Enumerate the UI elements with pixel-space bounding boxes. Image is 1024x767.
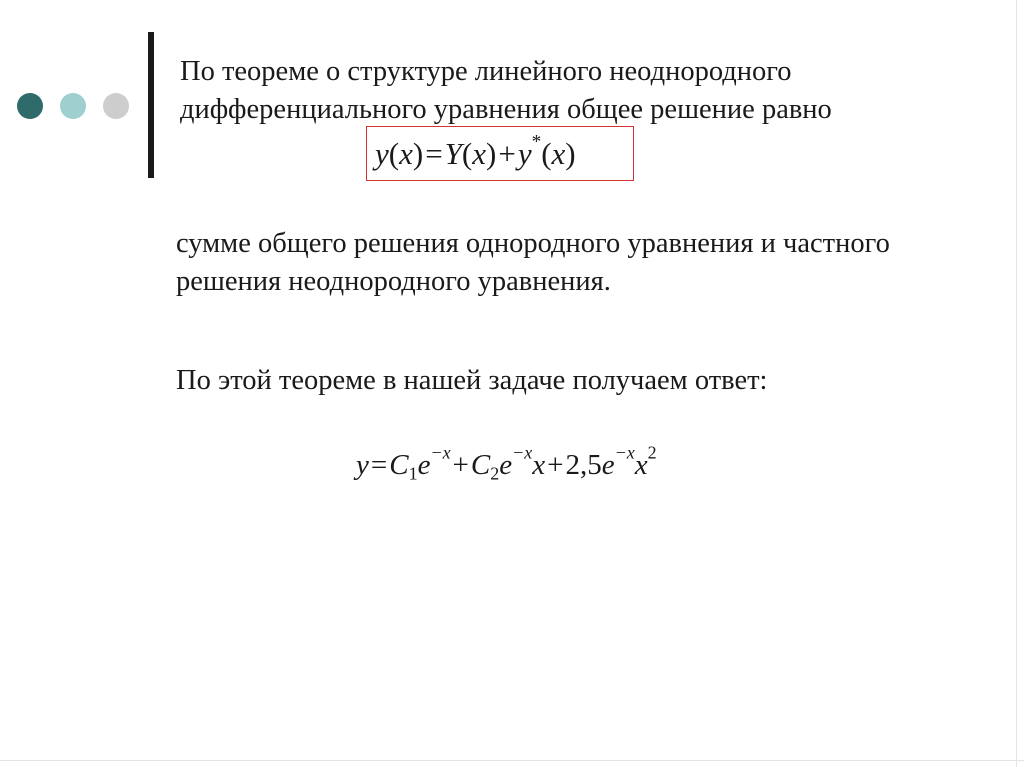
general-solution-formula — [366, 126, 634, 181]
formula-rparen-1: ) — [412, 136, 424, 171]
answer-equals: = — [370, 449, 388, 481]
bullet-dot-light — [60, 93, 86, 119]
answer-var-x-1: x — [532, 449, 546, 481]
slide-title: По теореме о структуре линейного неоднородного дифференциального уравнения общее решение равно — [180, 56, 832, 125]
answer-exponent-3: −x — [614, 442, 635, 463]
formula-var-ystar: y — [517, 136, 532, 171]
formula-var-x-3: x — [551, 136, 566, 171]
formula-lparen-3: ( — [541, 136, 552, 171]
answer-const-C1: C — [389, 449, 409, 481]
answer-exponent-1: −x — [430, 442, 451, 463]
answer-power-2: 2 — [647, 442, 657, 463]
answer-formula — [356, 440, 756, 490]
slide-edge-bottom — [0, 760, 1024, 761]
formula-lparen-1: ( — [388, 136, 400, 171]
paragraph-answer-intro: По этой теореме в нашей задаче получаем ответ: — [176, 365, 768, 396]
answer-var-x-2: x — [634, 449, 648, 481]
answer-const-C2: C — [470, 449, 491, 481]
answer-exponent-2: −x — [512, 442, 533, 463]
answer-coefficient: 2,5 — [565, 449, 602, 481]
formula-star: * — [531, 131, 542, 153]
answer-plus-1: + — [452, 449, 469, 481]
answer-plus-2: + — [547, 449, 564, 481]
slide-edge-right — [1016, 0, 1017, 767]
formula-rparen-2: ) — [486, 136, 497, 171]
paragraph-sum-definition: сумме общего решения однородного уравнения и частного решения неоднородного уравнения. — [176, 228, 890, 297]
answer-exp-e-1: e — [417, 449, 431, 481]
formula-var-y: y — [375, 136, 389, 171]
answer-sub-1: 1 — [408, 463, 418, 484]
formula-var-x-2: x — [472, 136, 487, 171]
answer-var-y: y — [356, 449, 369, 481]
formula-var-Y: Y — [444, 136, 462, 171]
formula-lparen-2: ( — [461, 136, 473, 171]
answer-exp-e-3: e — [601, 449, 615, 481]
formula-rparen-3: ) — [565, 136, 576, 171]
bullet-dot-dark — [17, 93, 43, 119]
bullet-dot-gray — [103, 93, 129, 119]
answer-sub-2: 2 — [490, 463, 500, 484]
title-accent-bar — [148, 32, 154, 178]
formula-equals: = — [425, 136, 443, 171]
formula-plus: + — [498, 136, 516, 171]
answer-exp-e-2: e — [499, 449, 513, 481]
formula-var-x-1: x — [399, 136, 413, 171]
